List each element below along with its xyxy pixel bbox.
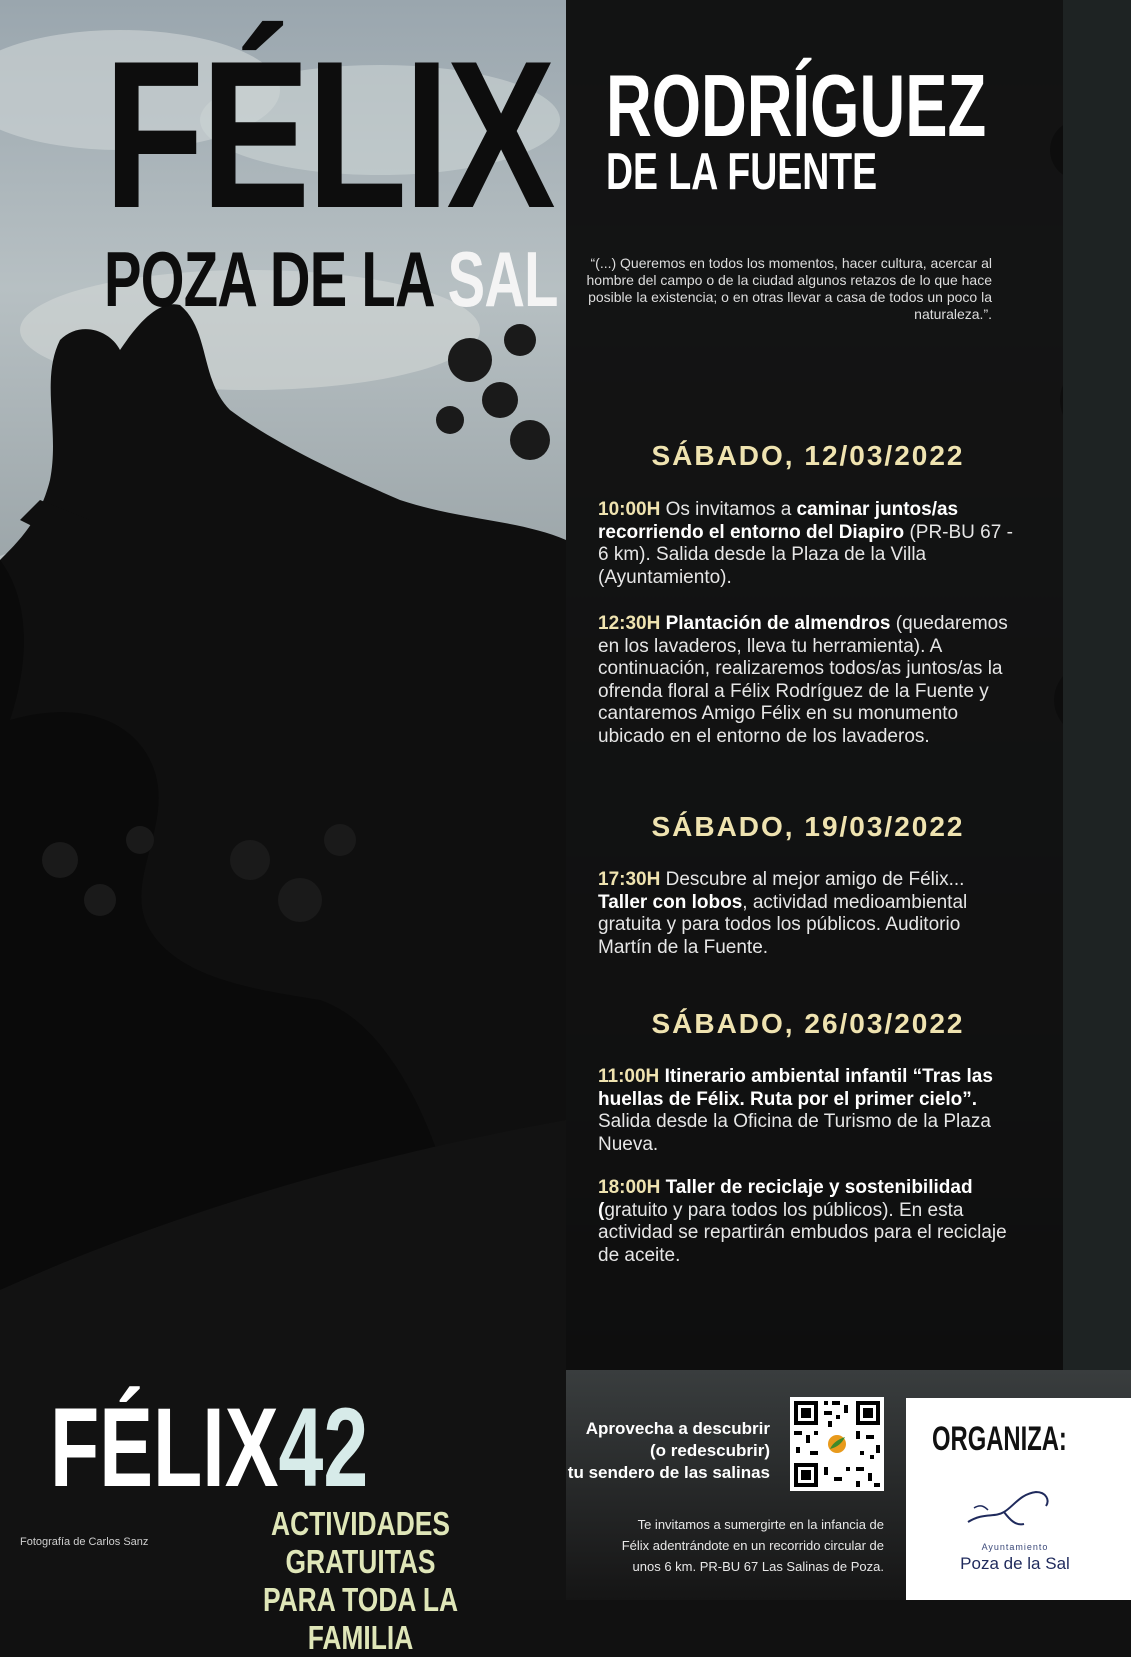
- event-text: , actividad medioambiental gratuita y para todos los públicos. Auditorio Martín de la Fuente.: [598, 891, 968, 958]
- event-text: Salida desde la Oficina de Turismo de la Plaza Nueva.: [598, 1111, 991, 1155]
- event-text: (quedaremos en los lavaderos, lleva tu herramienta). A continuación, realizaremos todos/as juntos/as la ofrenda floral a Félix Rodríguez de la Fuente y cantaremos Amigo Félix en su monumento ubicado en el entorno de los lavaderos.: [598, 613, 1008, 747]
- location-title-light: SAL: [447, 235, 558, 323]
- logo-subtitle: Ayuntamiento: [981, 1542, 1049, 1552]
- invite-line2: Félix adentrándote en un recorrido circular de: [621, 1538, 884, 1553]
- trail-callout-line2: (o redescubrir): [650, 1441, 770, 1460]
- trail-callout-line3: tu sendero de las salinas: [567, 1463, 770, 1482]
- event-time: 17:30H: [598, 869, 661, 890]
- photo-credit: Fotografía de Carlos Sanz: [20, 1536, 149, 1548]
- surname-subtitle: DE LA FUENTE: [606, 143, 878, 201]
- event-highlight: Itinerario ambiental infantil “Tras las huellas de Félix. Ruta por el primer cielo”.: [598, 1066, 993, 1110]
- event-time: 18:00H: [598, 1177, 661, 1198]
- event-highlight: Plantación de almendros: [665, 613, 891, 634]
- event-text: Os invitamos a: [660, 499, 797, 520]
- logo-title: Poza de la Sal: [960, 1554, 1070, 1573]
- tagline-line2: PARA TODA LA FAMILIA: [262, 1581, 459, 1656]
- tagline-line1: ACTIVIDADES GRATUITAS: [271, 1505, 450, 1580]
- trail-callout: [528, 1418, 770, 1484]
- trail-invite-text: [548, 1514, 884, 1577]
- invite-line1: Te invitamos a sumergirte en la infancia de: [637, 1517, 884, 1532]
- location-title-dark: POZA DE LA: [104, 235, 448, 323]
- felix42-logo: [50, 1385, 369, 1510]
- ayuntamiento-logo-icon: [954, 1482, 1076, 1542]
- location-title: [104, 235, 558, 323]
- tagline: [218, 1505, 503, 1657]
- event-item: [598, 1066, 1018, 1156]
- qr-code-icon[interactable]: [790, 1397, 884, 1491]
- foliage-strip: [1063, 0, 1131, 1370]
- event-time: 10:00H: [598, 499, 661, 520]
- surname-title: RODRÍGUEZ: [606, 56, 987, 155]
- main-title: FÉLIX: [104, 17, 553, 252]
- ayuntamiento-logo: [954, 1482, 1076, 1578]
- quote-text: “(...) Queremos en todos los momentos, hacer cultura, acercar al hombre del campo o de la ciudad algunos retazos de lo que hace posible la existencia; o en otras llevar a casa de todos un poco la naturaleza.”.: [586, 255, 992, 322]
- event-highlight: Taller de reciclaje y sostenibilidad (: [598, 1177, 973, 1221]
- event-highlight: Taller con lobos: [598, 891, 743, 913]
- event-time: 11:00H: [598, 1066, 660, 1087]
- date-heading-1: SÁBADO, 12/03/2022: [651, 440, 965, 471]
- date-heading-2: SÁBADO, 19/03/2022: [651, 811, 965, 842]
- invite-line3: unos 6 km. PR-BU 67 Las Salinas de Poza.: [632, 1559, 884, 1574]
- event-text: (PR-BU 67 - 6 km). Salida desde la Plaza de la Villa (Ayuntamiento).: [598, 521, 1013, 588]
- event-text: Descubre al mejor amigo de Félix...: [660, 869, 965, 890]
- event-item: [598, 869, 1018, 959]
- date-heading-3: SÁBADO, 26/03/2022: [651, 1008, 965, 1039]
- felix42-number: 42: [278, 1385, 369, 1510]
- organizer-box: [906, 1398, 1131, 1600]
- felix42-word: FÉLIX: [50, 1385, 279, 1510]
- event-item: [598, 1177, 1018, 1267]
- trail-callout-line1: Aprovecha a descubrir: [585, 1419, 770, 1438]
- event-item: [598, 613, 1018, 748]
- organizer-label: ORGANIZA:: [932, 1420, 1067, 1458]
- event-time: 12:30H: [598, 613, 661, 634]
- event-highlight: caminar juntos/as recorriendo el entorno del Diapiro: [598, 499, 959, 543]
- event-item: [598, 499, 1018, 589]
- event-text: gratuito y para todos los públicos). En esta actividad se repartirán embudos para el reciclaje de aceite.: [598, 1199, 1007, 1266]
